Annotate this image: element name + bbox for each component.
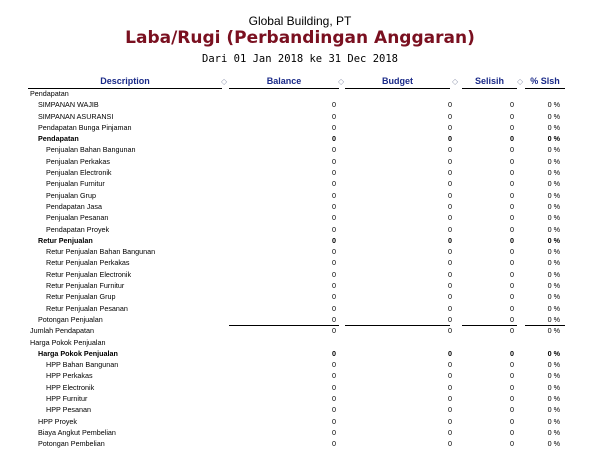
row-balance: 0 (332, 439, 336, 449)
row-description: SIMPANAN ASURANSI (38, 111, 114, 121)
row-balance: 0 (332, 122, 336, 132)
row-description: Pendapatan Bunga Pinjaman (38, 122, 132, 132)
row-balance: 0 (332, 269, 336, 279)
table-row[interactable] (0, 212, 600, 223)
row-selisih: 0 (510, 145, 514, 155)
row-budget: 0 (448, 190, 452, 200)
row-description: Biaya Angkut Pembelian (38, 427, 116, 437)
row-description: Penjualan Perkakas (46, 156, 110, 166)
row-balance: 0 (332, 416, 336, 426)
row-balance: 0 (332, 190, 336, 200)
row-description: Penjualan Grup (46, 190, 96, 200)
table-row[interactable] (0, 224, 600, 235)
row-pct-selisih: 0 % (547, 247, 560, 257)
sort-icon[interactable]: ◇ (452, 77, 459, 86)
row-balance: 0 (332, 201, 336, 211)
row-budget: 0 (448, 201, 452, 211)
row-balance: 0 (332, 360, 336, 370)
table-row[interactable] (0, 269, 600, 280)
row-balance: 0 (332, 213, 336, 223)
row-description: Harga Pokok Penjualan (30, 337, 106, 347)
row-pct-selisih: 0 % (547, 394, 560, 404)
row-description: HPP Electronik (46, 382, 95, 392)
row-selisih: 0 (510, 224, 514, 234)
row-selisih: 0 (510, 427, 514, 437)
table-row[interactable] (0, 370, 600, 381)
row-description: Retur Penjualan Perkakas (46, 258, 130, 268)
table-row[interactable] (0, 337, 600, 348)
row-selisih: 0 (510, 258, 514, 268)
column-header-selisih[interactable]: Selisih (462, 76, 517, 89)
row-balance: 0 (332, 314, 336, 324)
table-row[interactable] (0, 167, 600, 178)
company-name: Global Building, PT (248, 14, 352, 28)
row-pct-selisih: 0 % (547, 314, 560, 324)
row-selisih: 0 (510, 394, 514, 404)
row-pct-selisih: 0 % (547, 427, 560, 437)
row-pct-selisih: 0 % (547, 201, 560, 211)
row-pct-selisih: 0 % (547, 224, 560, 234)
row-budget: 0 (448, 394, 452, 404)
table-row[interactable] (0, 280, 600, 291)
row-budget: 0 (448, 360, 452, 370)
table-row[interactable] (0, 404, 600, 415)
row-description: Penjualan Bahan Bangunan (46, 145, 136, 155)
row-pct-selisih: 0 % (547, 145, 560, 155)
table-row[interactable] (0, 348, 600, 359)
table-row[interactable] (0, 190, 600, 201)
row-pct-selisih: 0 % (547, 122, 560, 132)
row-pct-selisih: 0 % (547, 439, 560, 449)
row-selisih: 0 (510, 168, 514, 178)
row-selisih: 0 (510, 179, 514, 189)
row-pct-selisih: 0 % (547, 292, 560, 302)
row-budget: 0 (448, 439, 452, 449)
row-selisih: 0 (510, 382, 514, 392)
row-description: Retur Penjualan Pesanan (46, 303, 128, 313)
row-description: Penjualan Furnitur (46, 179, 105, 189)
row-description: HPP Furnitur (46, 394, 88, 404)
row-pct-selisih: 0 % (547, 168, 560, 178)
row-pct-selisih: 0 % (547, 134, 560, 144)
row-pct-selisih: 0 % (547, 360, 560, 370)
row-description: Retur Penjualan Electronik (46, 269, 132, 279)
table-row[interactable] (0, 133, 600, 144)
row-budget: 0 (448, 326, 452, 336)
row-balance: 0 (332, 235, 336, 245)
sort-icon[interactable]: ◇ (517, 77, 524, 86)
row-budget: 0 (448, 235, 452, 245)
total-divider (462, 325, 517, 326)
row-selisih: 0 (510, 416, 514, 426)
row-selisih: 0 (510, 405, 514, 415)
row-budget: 0 (448, 303, 452, 313)
row-selisih: 0 (510, 122, 514, 132)
row-balance: 0 (332, 179, 336, 189)
table-row[interactable] (0, 246, 600, 257)
row-balance: 0 (332, 405, 336, 415)
row-selisih: 0 (510, 314, 514, 324)
column-header-budget[interactable]: Budget (345, 76, 450, 89)
row-pct-selisih: 0 % (547, 179, 560, 189)
table-row[interactable] (0, 144, 600, 155)
row-balance: 0 (332, 382, 336, 392)
row-description: HPP Proyek (38, 416, 78, 426)
row-description: Retur Penjualan Furnitur (46, 281, 125, 291)
row-balance: 0 (332, 100, 336, 110)
sort-icon[interactable]: ◇ (221, 77, 228, 86)
row-balance: 0 (332, 156, 336, 166)
row-balance: 0 (332, 371, 336, 381)
row-description: HPP Perkakas (46, 371, 93, 381)
total-divider (229, 325, 339, 326)
row-budget: 0 (448, 224, 452, 234)
table-row[interactable] (0, 257, 600, 268)
column-header-balance[interactable]: Balance (229, 76, 339, 89)
row-description: Harga Pokok Penjualan (38, 348, 118, 358)
row-selisih: 0 (510, 348, 514, 358)
row-selisih: 0 (510, 360, 514, 370)
row-balance: 0 (332, 224, 336, 234)
row-description: HPP Pesanan (46, 405, 92, 415)
row-description: Retur Penjualan Grup (46, 292, 116, 302)
row-selisih: 0 (510, 156, 514, 166)
report-period: Dari 01 Jan 2018 ke 31 Dec 2018 (202, 53, 398, 65)
row-budget: 0 (448, 281, 452, 291)
row-pct-selisih: 0 % (547, 100, 560, 110)
row-balance: 0 (332, 292, 336, 302)
row-selisih: 0 (510, 134, 514, 144)
row-selisih: 0 (510, 111, 514, 121)
row-selisih: 0 (510, 269, 514, 279)
column-header-pct-selisih[interactable]: % Slsh (525, 76, 565, 89)
row-budget: 0 (448, 371, 452, 381)
row-selisih: 0 (510, 247, 514, 257)
row-balance: 0 (332, 145, 336, 155)
row-selisih: 0 (510, 281, 514, 291)
row-pct-selisih: 0 % (547, 213, 560, 223)
total-divider (345, 325, 450, 326)
row-budget: 0 (448, 156, 452, 166)
row-balance: 0 (332, 303, 336, 313)
row-selisih: 0 (510, 190, 514, 200)
row-description: Pendapatan Jasa (46, 201, 102, 211)
row-pct-selisih: 0 % (547, 235, 560, 245)
row-budget: 0 (448, 258, 452, 268)
row-balance: 0 (332, 394, 336, 404)
table-row[interactable] (0, 178, 600, 189)
table-row[interactable] (0, 314, 600, 325)
row-description: SIMPANAN WAJIB (38, 100, 99, 110)
row-pct-selisih: 0 % (547, 348, 560, 358)
table-row[interactable] (0, 111, 600, 122)
row-balance: 0 (332, 247, 336, 257)
row-balance: 0 (332, 281, 336, 291)
row-pct-selisih: 0 % (547, 405, 560, 415)
row-budget: 0 (448, 134, 452, 144)
row-selisih: 0 (510, 303, 514, 313)
row-selisih: 0 (510, 235, 514, 245)
row-balance: 0 (332, 427, 336, 437)
row-budget: 0 (448, 145, 452, 155)
row-pct-selisih: 0 % (547, 382, 560, 392)
row-selisih: 0 (510, 439, 514, 449)
row-description: Penjualan Pesanan (46, 213, 109, 223)
row-balance: 0 (332, 326, 336, 336)
row-budget: 0 (448, 348, 452, 358)
table-row[interactable] (0, 201, 600, 212)
row-pct-selisih: 0 % (547, 371, 560, 381)
row-selisih: 0 (510, 292, 514, 302)
row-balance: 0 (332, 168, 336, 178)
row-budget: 0 (448, 100, 452, 110)
report-title: Laba/Rugi (Perbandingan Anggaran) (125, 28, 475, 48)
row-budget: 0 (448, 179, 452, 189)
row-description: Pendapatan (38, 134, 79, 144)
row-budget: 0 (448, 111, 452, 121)
sort-icon[interactable]: ◇ (338, 77, 345, 86)
row-balance: 0 (332, 258, 336, 268)
row-description: Potongan Penjualan (38, 314, 103, 324)
table-row[interactable] (0, 427, 600, 438)
row-selisih: 0 (510, 371, 514, 381)
row-balance: 0 (332, 111, 336, 121)
row-pct-selisih: 0 % (547, 190, 560, 200)
row-balance: 0 (332, 134, 336, 144)
table-row[interactable] (0, 235, 600, 246)
column-header-description[interactable]: Description (28, 76, 222, 89)
row-description: Potongan Pembelian (38, 439, 105, 449)
row-description: Penjualan Electronik (46, 168, 112, 178)
row-budget: 0 (448, 382, 452, 392)
row-description: Jumlah Pendapatan (30, 326, 94, 336)
table-row[interactable] (0, 122, 600, 133)
row-balance: 0 (332, 348, 336, 358)
row-budget: 0 (448, 405, 452, 415)
table-row[interactable] (0, 325, 600, 336)
row-pct-selisih: 0 % (547, 326, 560, 336)
row-pct-selisih: 0 % (547, 258, 560, 268)
row-budget: 0 (448, 213, 452, 223)
row-budget: 0 (448, 292, 452, 302)
row-description: Pendapatan Proyek (46, 224, 110, 234)
table-row[interactable] (0, 393, 600, 404)
row-pct-selisih: 0 % (547, 303, 560, 313)
row-budget: 0 (448, 427, 452, 437)
row-pct-selisih: 0 % (547, 416, 560, 426)
row-pct-selisih: 0 % (547, 281, 560, 291)
row-description: HPP Bahan Bangunan (46, 360, 119, 370)
row-budget: 0 (448, 122, 452, 132)
row-pct-selisih: 0 % (547, 156, 560, 166)
row-selisih: 0 (510, 100, 514, 110)
row-selisih: 0 (510, 326, 514, 336)
report-rows (0, 88, 600, 450)
table-row[interactable] (0, 359, 600, 370)
table-row[interactable] (0, 99, 600, 110)
table-row[interactable] (0, 291, 600, 302)
row-budget: 0 (448, 247, 452, 257)
row-description: Pendapatan (30, 89, 69, 98)
row-selisih: 0 (510, 213, 514, 223)
row-budget: 0 (448, 269, 452, 279)
row-selisih: 0 (510, 201, 514, 211)
table-row[interactable] (0, 88, 600, 99)
total-divider (525, 325, 565, 326)
row-pct-selisih: 0 % (547, 111, 560, 121)
row-pct-selisih: 0 % (547, 269, 560, 279)
row-budget: 0 (448, 314, 452, 324)
row-budget: 0 (448, 416, 452, 426)
table-row[interactable] (0, 382, 600, 393)
row-description: Retur Penjualan (38, 235, 93, 245)
table-row[interactable] (0, 303, 600, 314)
table-row[interactable] (0, 416, 600, 427)
row-budget: 0 (448, 168, 452, 178)
table-row[interactable] (0, 156, 600, 167)
row-description: Retur Penjualan Bahan Bangunan (46, 247, 156, 257)
